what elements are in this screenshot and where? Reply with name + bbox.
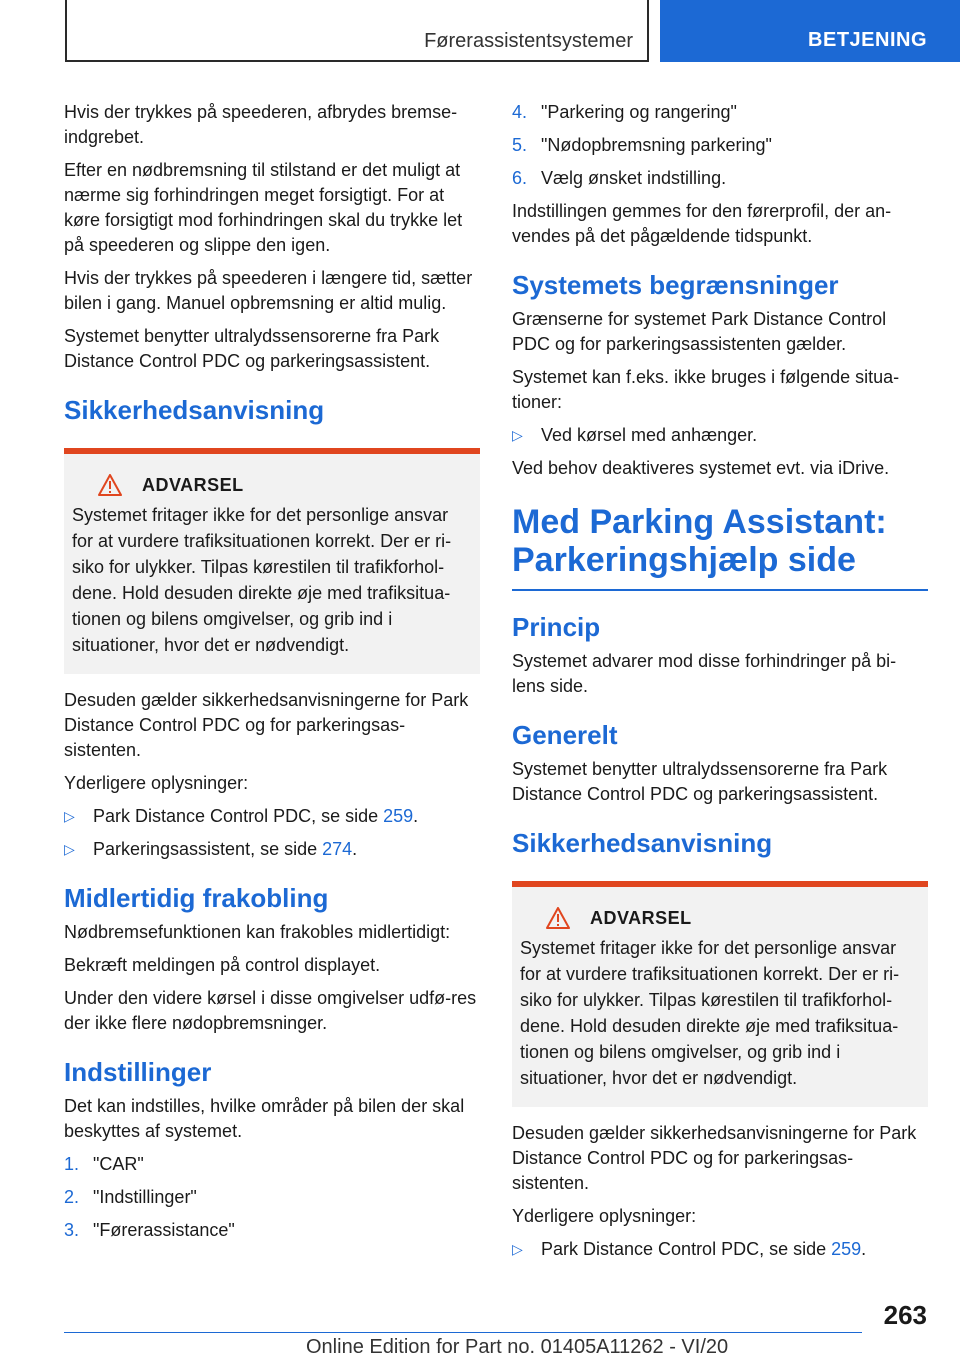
heading-principle: Princip — [512, 612, 601, 642]
step-text: "Indstillinger" — [93, 1187, 197, 1207]
section-title: BETJENING — [808, 29, 927, 51]
edition-footer: Online Edition for Part no. 01405A11262 - VI/20 — [306, 1336, 729, 1358]
step-text: "Parkering og rangering" — [541, 102, 737, 122]
list-item — [64, 837, 480, 862]
warning-text: Systemet fritager ikke for det personlige ansvar for at vurdere trafiksituationen korrekt. Der er ri-siko for ulykker. Tilpas kørestilen til trafikforhol-dene. Hold desuden direkte øje med trafiksitua-tionen og bilens omgivelser, og grib ind i situationer, hvor det er nødvendigt. — [72, 505, 452, 655]
footer-divider — [64, 1332, 862, 1333]
reference-list — [512, 1237, 928, 1262]
paragraph: Yderligere oplysninger: — [512, 1206, 697, 1226]
warning-triangle-icon — [98, 474, 122, 496]
reference-list — [64, 804, 480, 862]
step-text: "Nødopbremsning parkering" — [541, 135, 772, 155]
heading-safety: Sikkerhedsanvisning — [64, 395, 325, 425]
chapter-tab — [65, 0, 649, 62]
paragraph: Systemet benytter ultralydssensorerne fra Park Distance Control PDC og parkeringsassistent. — [512, 759, 888, 804]
step-number: 2. — [64, 1187, 80, 1207]
heading-system-limits: Systemets begrænsninger — [512, 270, 839, 300]
warning-title: ADVARSEL — [590, 907, 692, 928]
paragraph: Hvis der trykkes på speederen i længere tid, sætter bilen i gang. Manuel opbremsning er altid mulig. — [64, 268, 473, 313]
limits-list — [512, 423, 928, 448]
heading-settings: Indstillinger — [64, 1057, 212, 1087]
step-number: 5. — [512, 135, 528, 155]
list-item-text: Ved kørsel med anhænger. — [541, 425, 758, 445]
paragraph: Bekræft meldingen på control displayet. — [64, 955, 381, 975]
page-link[interactable]: 259 — [383, 806, 414, 826]
list-item-text: Parkeringsassistent, se side 274. — [93, 839, 358, 859]
section-tab — [660, 0, 960, 62]
step-text: "Førerassistance" — [93, 1220, 235, 1240]
paragraph: Nødbremsefunktionen kan frakobles midlertidigt: — [64, 922, 451, 942]
list-item — [64, 804, 480, 829]
triangle-bullet-icon: ▷ — [512, 427, 523, 443]
heading-general: Generelt — [512, 720, 618, 750]
step-text: Vælg ønsket indstilling. — [541, 168, 727, 188]
list-item — [512, 1237, 928, 1262]
step-number: 6. — [512, 168, 528, 188]
warning-triangle-icon — [546, 907, 570, 929]
steps-list — [512, 100, 928, 191]
step-number: 1. — [64, 1154, 80, 1174]
paragraph: Systemet kan f.eks. ikke bruges i følgende situa-tioner: — [512, 367, 900, 412]
warning-text: Systemet fritager ikke for det personlige ansvar for at vurdere trafiksituationen korrekt. Der er ri-siko for ulykker. Tilpas kørestilen til trafikforhol-dene. Hold desuden direkte øje med trafiksitua-tionen og bilens omgivelser, og grib ind i situationer, hvor det er nødvendigt. — [520, 938, 900, 1088]
heading-temporary-disable: Midlertidig frakobling — [64, 883, 329, 913]
page-link[interactable]: 274 — [322, 839, 353, 859]
step-item — [64, 1152, 480, 1177]
paragraph: Ved behov deaktiveres systemet evt. via iDrive. — [512, 458, 890, 478]
paragraph: Under den videre kørsel i disse omgivelser udfø-res der ikke flere nødopbremsninger. — [64, 988, 477, 1033]
step-number: 3. — [64, 1220, 80, 1240]
step-item — [512, 133, 928, 158]
paragraph: Systemet advarer mod disse forhindringer på bi-lens side. — [512, 651, 897, 696]
paragraph: Efter en nødbremsning til stilstand er det muligt at nærme sig forhindringen meget forsigtigt. For at køre forsigtigt mod forhindringen skal du trykke let på speederen og slippe den igen. — [64, 160, 463, 255]
paragraph: Yderligere oplysninger: — [64, 773, 249, 793]
warning-box — [64, 448, 480, 674]
list-item-text: Park Distance Control PDC, se side 259. — [541, 1239, 867, 1259]
warning-box — [512, 881, 928, 1107]
step-item — [512, 166, 928, 191]
paragraph: Desuden gælder sikkerhedsanvisningerne for Park Distance Control PDC og for parkeringsas-sistenten. — [64, 690, 469, 760]
list-item-text: Park Distance Control PDC, se side 259. — [93, 806, 419, 826]
triangle-bullet-icon: ▷ — [64, 808, 75, 824]
paragraph: Det kan indstilles, hvilke områder på bilen der skal beskyttes af systemet. — [64, 1096, 465, 1141]
triangle-bullet-icon: ▷ — [512, 1241, 523, 1257]
paragraph: Desuden gælder sikkerhedsanvisningerne for Park Distance Control PDC og for parkeringsas-sistenten. — [512, 1123, 917, 1193]
warning-header — [546, 907, 920, 929]
warning-title: ADVARSEL — [142, 474, 244, 495]
page-link[interactable]: 259 — [831, 1239, 862, 1259]
paragraph: Systemet benytter ultralydssensorerne fra Park Distance Control PDC og parkeringsassistent. — [64, 326, 440, 371]
step-text: "CAR" — [93, 1154, 144, 1174]
step-item — [64, 1218, 480, 1243]
paragraph: Hvis der trykkes på speederen, afbrydes bremse-indgrebet. — [64, 102, 458, 147]
triangle-bullet-icon: ▷ — [64, 841, 75, 857]
right-column — [512, 100, 928, 1270]
page-header — [0, 0, 960, 66]
chapter-title: Førerassistentsystemer — [424, 30, 633, 52]
paragraph: Indstillingen gemmes for den førerprofil, der an-vendes på det pågældende tidspunkt. — [512, 201, 892, 246]
heading-safety: Sikkerhedsanvisning — [512, 828, 773, 858]
step-item — [512, 100, 928, 125]
steps-list — [64, 1152, 480, 1243]
paragraph: Grænserne for systemet Park Distance Control PDC og for parkeringsassistenten gælder. — [512, 309, 887, 354]
page-number: 263 — [883, 1300, 927, 1330]
left-column — [64, 100, 480, 1251]
step-number: 4. — [512, 102, 528, 122]
list-item — [512, 423, 928, 448]
warning-header — [98, 474, 472, 496]
main-heading: Med Parking Assistant: Parkeringshjælp side — [512, 503, 928, 591]
step-item — [64, 1185, 480, 1210]
